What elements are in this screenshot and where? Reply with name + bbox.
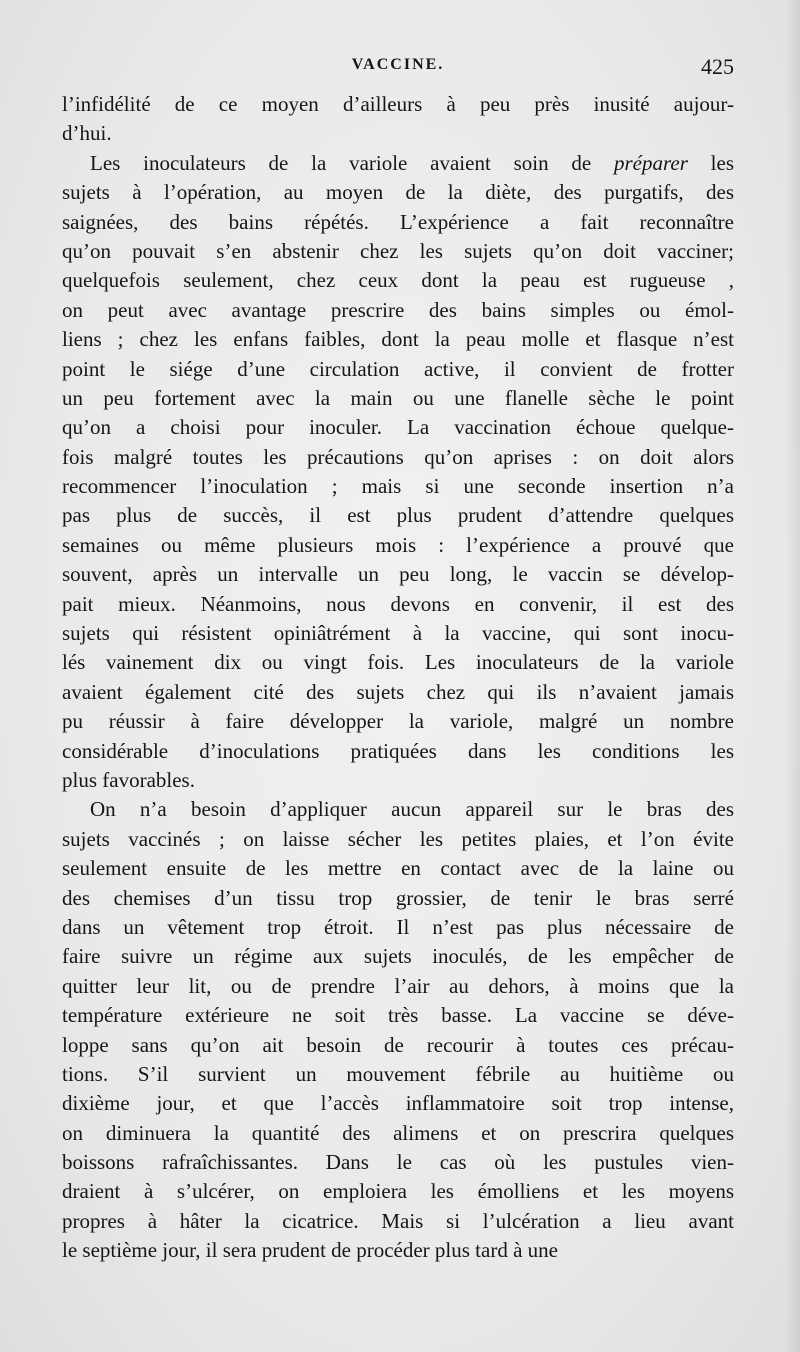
text-line: sujets vaccinés ; on laisse sécher les petites plaies, et l’on évite [62,826,734,851]
text-line: Les inoculateurs de la variole avaient soin de préparer les [90,150,734,175]
page-header [62,56,734,86]
page-edge-shadow [786,0,800,1352]
text-line: saignées, des bains répétés. L’expérience a fait reconnaître [62,209,734,234]
text-line: des chemises d’un tissu trop grossier, de tenir le bras serré [62,885,734,910]
text-line: faire suivre un régime aux sujets inoculés, de les empêcher de [62,944,734,969]
text-line: souvent, après un intervalle un peu long, le vaccin se dévelop- [62,562,734,587]
text-line: température extérieure ne soit très basse. La vaccine se déve- [62,1003,734,1028]
text-line: sujets à l’opération, au moyen de la diète, des purgatifs, des [62,180,734,205]
text-line: semaines ou même plusieurs mois : l’expérience a prouvé que [62,532,734,557]
running-head: VACCINE. [351,56,445,73]
text-line: l’infidélité de ce moyen d’ailleurs à peu près inusité aujour- [62,92,734,116]
text-line: pait mieux. Néanmoins, nous devons en convenir, il est des [62,591,734,616]
text-line: boissons rafraîchissantes. Dans le cas où les pustules vien- [62,1150,734,1175]
text-line: on diminuera la quantité des alimens et on prescrira quelques [62,1120,734,1145]
text-line: draient à s’ulcérer, on emploiera les émolliens et les moyens [62,1179,734,1204]
text-line: lés vainement dix ou vingt fois. Les inoculateurs de la variole [62,650,734,675]
text-line: qu’on pouvait s’en abstenir chez les sujets qu’on doit vacciner; [62,238,734,263]
text-line: considérable d’inoculations pratiquées dans les conditions les [62,738,734,763]
text-line: dans un vêtement trop étroit. Il n’est pas plus nécessaire de [62,914,734,939]
text-line: loppe sans qu’on ait besoin de recourir à toutes ces précau- [62,1032,734,1057]
page-number: 425 [701,54,734,79]
text-line: liens ; chez les enfans faibles, dont la peau molle et flasque n’est [62,327,734,352]
text-line: point le siége d’une circulation active, il convient de frotter [62,356,734,381]
text-line: tions. S’il survient un mouvement fébrile au huitième ou [62,1061,734,1086]
text-line: qu’on a choisi pour inoculer. La vaccination échoue quelque- [62,415,734,440]
paragraph [62,149,734,796]
text-line: d’hui. [62,121,112,146]
paragraph [62,795,734,1265]
italic-text: préparer [613,150,688,175]
text-line: sujets qui résistent opiniâtrément à la vaccine, qui sont inocu- [62,621,734,646]
text-line: On n’a besoin d’appliquer aucun appareil sur le bras des [90,797,734,822]
text-line: recommencer l’inoculation ; mais si une seconde insertion n’a [62,474,734,499]
text-line: un peu fortement avec la main ou une flanelle sèche le point [62,385,734,410]
text-line: fois malgré toutes les précautions qu’on aprises : on doit alors [62,444,734,469]
text-line: avaient également cité des sujets chez qui ils n’avaient jamais [62,679,734,704]
paragraph [62,90,734,149]
text-line: dixième jour, et que l’accès inflammatoire soit trop intense, [62,1091,734,1116]
text-line: le septième jour, il sera prudent de procéder plus tard à une [62,1238,558,1263]
text-line: seulement ensuite de les mettre en contact avec de la laine ou [62,856,734,881]
text-line: quitter leur lit, ou de prendre l’air au dehors, à moins que la [62,973,734,998]
text-line: propres à hâter la cicatrice. Mais si l’ulcération a lieu avant [62,1208,734,1233]
text-line: quelquefois seulement, chez ceux dont la peau est rugueuse , [62,268,734,293]
text-line: on peut avec avantage prescrire des bains simples ou émol- [62,297,734,322]
text-line: pas plus de succès, il est plus prudent d’attendre quelques [62,503,734,528]
body-text [62,90,734,1266]
text-line: plus favorables. [62,767,195,792]
text-line: pu réussir à faire développer la variole, malgré un nombre [62,709,734,734]
